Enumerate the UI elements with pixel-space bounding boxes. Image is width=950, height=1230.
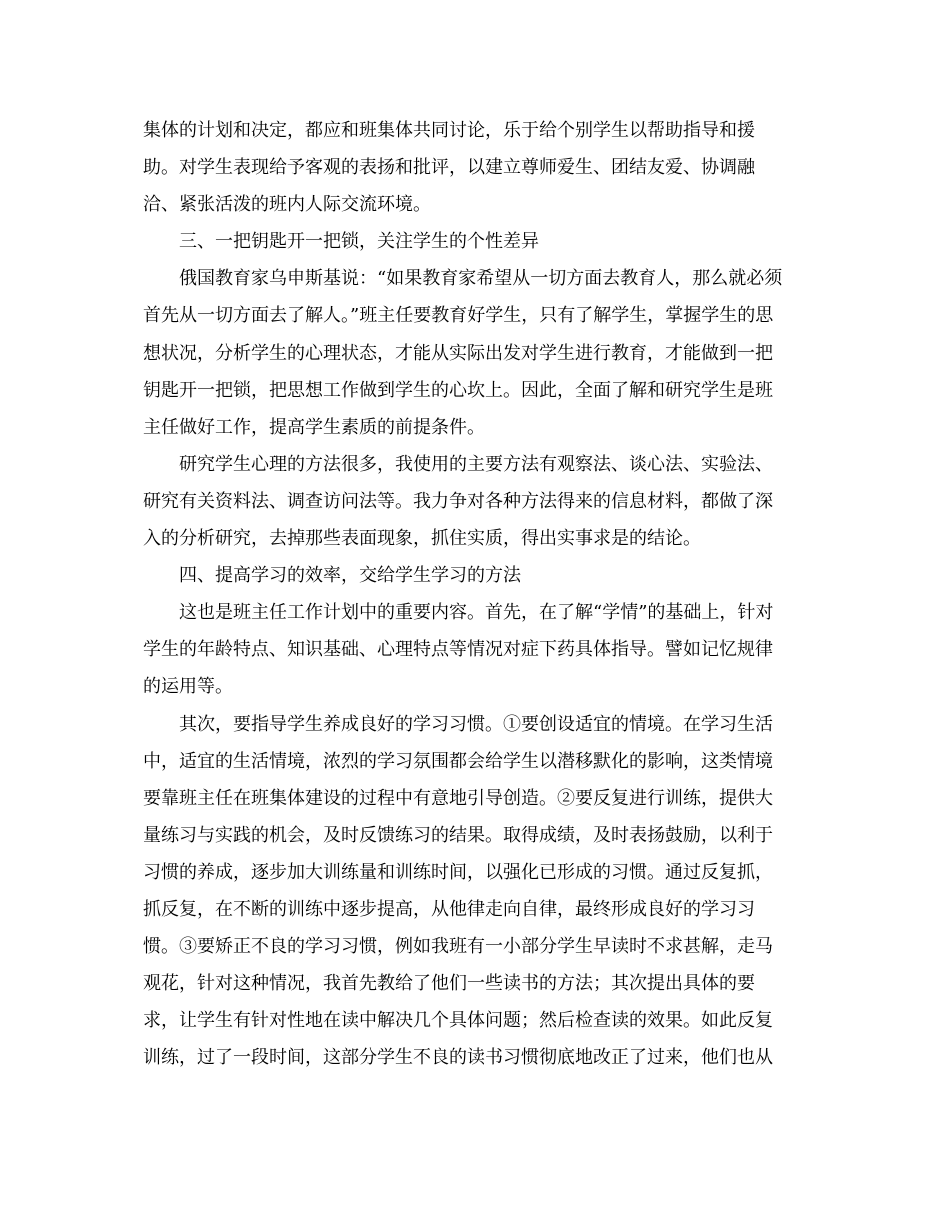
text-line: 主任做好工作，提高学生素质的前提条件。 <box>143 416 485 438</box>
text-line: 洽、紧张活泼的班内人际交流环境。 <box>143 194 431 216</box>
text-line: 习惯的养成，逐步加大训练量和训练时间，以强化已形成的习惯。通过反复抓， <box>143 861 773 883</box>
text-line: 俄国教育家乌申斯基说：“如果教育家希望从一切方面去教育人，那么就必须 <box>179 268 783 290</box>
text-line: 要靠班主任在班集体建设的过程中有意地引导创造。②要反复进行训练，提供大 <box>143 787 773 809</box>
text-line: 量练习与实践的机会，及时反馈练习的结果。取得成绩，及时表扬鼓励，以利于 <box>143 824 773 846</box>
text-line: 求，让学生有针对性地在读中解决几个具体问题；然后检查读的效果。如此反复 <box>143 1010 773 1032</box>
text-line: 中，适宜的生活情境，浓烈的学习氛围都会给学生以潜移默化的影响，这类情境 <box>143 750 773 772</box>
text-line: 训练，过了一段时间，这部分学生不良的读书习惯彻底地改正了过来，他们也从 <box>143 1047 773 1069</box>
text-line: 研究学生心理的方法很多，我使用的主要方法有观察法、谈心法、实验法、 <box>179 453 773 475</box>
text-line: 抓反复，在不断的训练中逐步提高，从他律走向自律，最终形成良好的学习习 <box>143 898 755 920</box>
text-line: 这也是班主任工作计划中的重要内容。首先，在了解“学情”的基础上，针对 <box>179 602 774 624</box>
text-line: 入的分析研究，去掉那些表面现象，抓住实质，得出实事求是的结论。 <box>143 528 701 550</box>
text-line: 集体的计划和决定，都应和班集体共同讨论，乐于给个别学生以帮助指导和援 <box>143 120 755 141</box>
text-line: 的运用等。 <box>143 676 233 698</box>
text-line: 钥匙开一把锁，把思想工作做到学生的心坎上。因此，全面了解和研究学生是班 <box>143 379 773 401</box>
text-line: 助。对学生表现给予客观的表扬和批评，以建立尊师爱生、团结友爱、协调融 <box>143 157 755 179</box>
text-line: 观花，针对这种情况，我首先教给了他们一些读书的方法；其次提出具体的要 <box>143 973 755 995</box>
text-line: 想状况，分析学生的心理状态，才能从实际出发对学生进行教育，才能做到一把 <box>143 342 773 364</box>
text-line: 三、一把钥匙开一把锁，关注学生的个性差异 <box>179 231 539 253</box>
text-line: 四、提高学习的效率，交给学生学习的方法 <box>179 565 521 587</box>
text-line: 惯。③要矫正不良的学习习惯，例如我班有一小部分学生早读时不求甚解，走马 <box>143 936 773 958</box>
document-body <box>143 112 808 1076</box>
text-line: 研究有关资料法、调查访问法等。我力争对各种方法得来的信息材料，都做了深 <box>143 490 773 512</box>
text-line: 其次，要指导学生养成良好的学习习惯。①要创设适宜的情境。在学习生活 <box>179 713 773 735</box>
text-line: 学生的年龄特点、知识基础、心理特点等情况对症下药具体指导。譬如记忆规律 <box>143 639 773 661</box>
text-line: 首先从一切方面去了解人。”班主任要教育好学生，只有了解学生，掌握学生的思 <box>143 305 774 327</box>
